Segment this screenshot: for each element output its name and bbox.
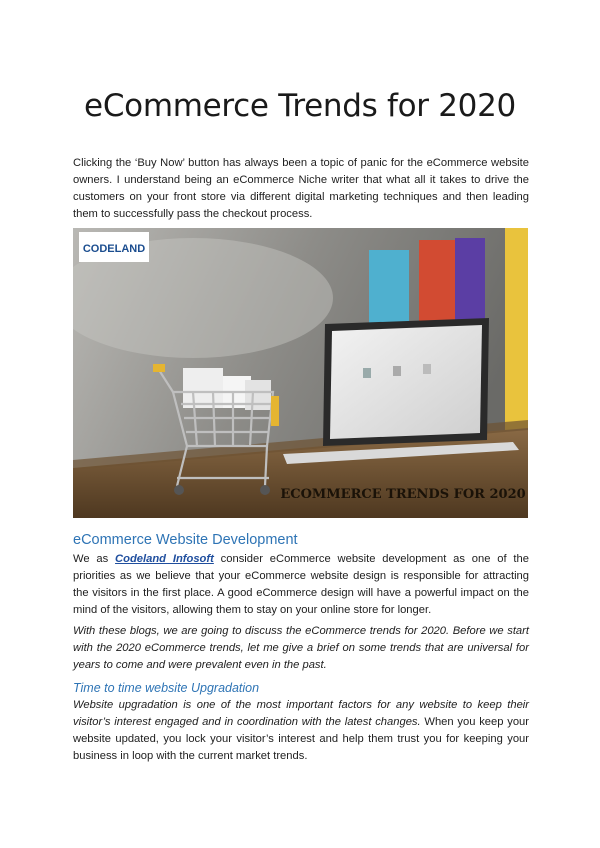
section-heading-development: eCommerce Website Development: [73, 532, 298, 548]
blue-bag: [369, 250, 409, 332]
hero-illustration: [73, 228, 528, 518]
upgradation-paragraph: [73, 697, 529, 765]
logo-text: CODELAND: [82, 243, 146, 255]
upgradation-italic-text: Website upgradation is one of the most important factors for any website to keep their visitor’s interest engaged and in coordination with the latest changes.: [73, 699, 529, 728]
paragraph-prefix: We as: [73, 553, 116, 565]
upgradation-rest-text: When you keep your website updated, you lock your visitor’s interest and help them trust you for keeping your business in loop with the current market trends.: [73, 716, 530, 762]
hero-caption: ECOMMERCE TRENDS FOR 2020: [280, 487, 526, 502]
paragraph-suffix: consider eCommerce website development as one of the priorities as we believe that your eCommerce website design is responsible for attracting the visitors in the first place. A good eCommerce design will have a powerful impact on the mind of the visitors, allowing them to stay on your online store for longer.: [73, 553, 529, 616]
hero-image: [73, 228, 528, 518]
page-title: eCommerce Trends for 2020: [84, 88, 516, 124]
section-heading-upgradation: Time to time website Upgradation: [73, 681, 260, 695]
yellow-bag: [505, 228, 528, 448]
development-paragraph: [73, 551, 529, 619]
intro-paragraph: Clicking the ‘Buy Now’ button has always been a topic of panic for the eCommerce website owners. I understand being an eCommerce Niche writer that what all it takes to drive the customers on your front store via different digital marketing techniques and then leading them to successfully pass the checkout process.: [73, 157, 529, 220]
trends-intro-paragraph: With these blogs, we are going to discuss the eCommerce trends for 2020. Before we start with the 2020 eCommerce trends, let me give a brief on some trends that are universal for years to come and were prevalent even in the past.: [73, 625, 529, 671]
red-bag: [419, 240, 455, 332]
codeland-infosoft-link[interactable]: Codeland Infosoft: [115, 553, 214, 565]
